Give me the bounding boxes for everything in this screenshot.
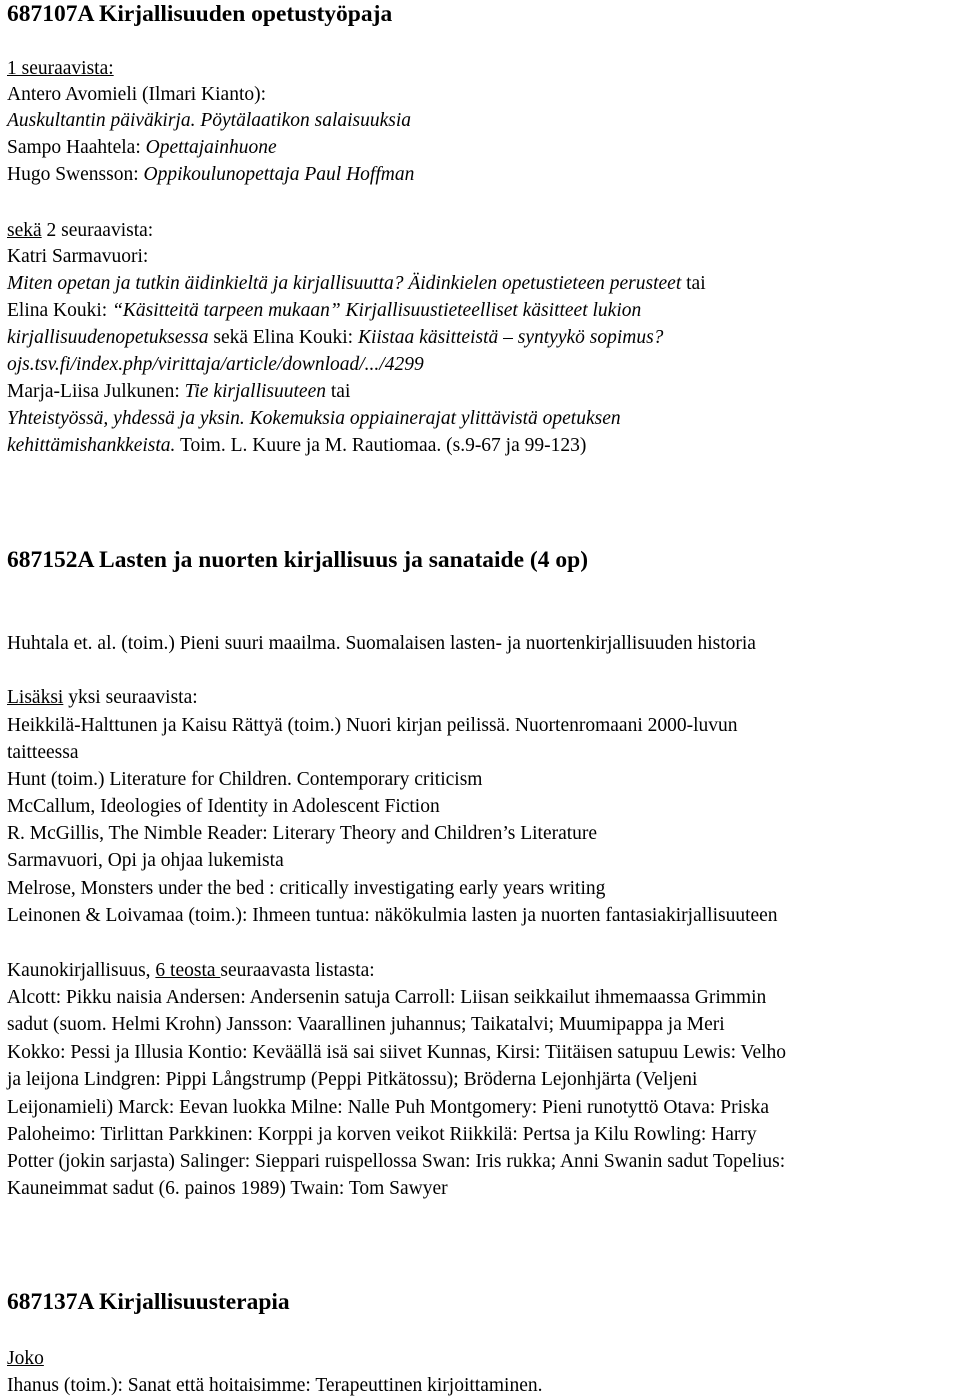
fiction-line: Kauneimmat sadut (6. painos 1989) Twain: Tom Sawyer — [7, 1178, 448, 1199]
reading-item: Yhteistyössä, yhdessä ja yksin. Kokemuksia oppiainerajat ylittävistä opetuksen — [7, 408, 621, 429]
list-item: Melrose, Monsters under the bed : critically investigating early years writing — [7, 878, 606, 899]
reading-item: Miten opetan ja tutkin äidinkieltä ja kirjallisuutta? Äidinkielen opetustieteen perusteet tai — [7, 273, 706, 294]
reading-item: Hugo Swensson: Oppikoulunopettaja Paul Hoffman — [7, 164, 415, 185]
reading-item: Elina Kouki: “Käsitteitä tarpeen mukaan” Kirjallisuustieteelliset käsitteet lukion — [7, 300, 642, 321]
fiction-line: Kokko: Pessi ja Illusia Kontio: Keväällä isä sai siivet Kunnas, Kirsi: Tiitäisen satupuu Lewis: Velho — [7, 1042, 787, 1063]
list-item: Heikkilä-Halttunen ja Kaisu Rättyä (toim.) Nuori kirjan peilissä. Nuortenromaani 2000-luvun — [7, 715, 738, 736]
fiction-line: Paloheimo: Tirlittan Parkkinen: Korppi ja korven veikot Riikkilä: Pertsa ja Kilu Rowling: Harry — [7, 1124, 757, 1145]
reading-group-1-intro — [7, 57, 114, 81]
reading-item: Auskultantin päiväkirja. Pöytälaatikon salaisuuksia — [7, 110, 412, 131]
fiction-line: ja leijona Lindgren: Pippi Långstrump (Peppi Pitkätossu); Bröderna Lejonhjärta (Veljeni — [7, 1069, 698, 1090]
fiction-line: sadut (suom. Helmi Krohn) Jansson: Vaarallinen juhannus; Taikatalvi; Muumipappa ja Meri — [7, 1014, 725, 1035]
therapy-intro: Joko — [7, 1348, 44, 1369]
group-1-intro-text: 1 seuraavista: — [7, 58, 114, 79]
list-item: R. McGillis, The Nimble Reader: Literary Theory and Children’s Literature — [7, 823, 598, 844]
reading-item: Katri Sarmavuori: — [7, 246, 149, 267]
list-item: Ihanus (toim.): Sanat että hoitaisimme: Terapeuttinen kirjoittaminen. — [7, 1375, 543, 1396]
reading-link: ojs.tsv.fi/index.php/virittaja/article/download/.../4299 — [7, 354, 424, 375]
section-3-heading: 687137A Kirjallisuusterapia — [7, 1289, 290, 1315]
fiction-line: Leijonamieli) Marck: Eevan luokka Milne: Nalle Puh Montgomery: Pieni runotyttö Otava: Priska — [7, 1097, 769, 1118]
reading-item: Antero Avomieli (Ilmari Kianto): — [7, 84, 267, 105]
list-item: Hunt (toim.) Literature for Children. Contemporary criticism — [7, 769, 483, 790]
reading-item: Marja-Liisa Julkunen: Tie kirjallisuuteen tai — [7, 381, 351, 402]
extra-reading-intro: Lisäksi yksi seuraavista: — [7, 687, 198, 708]
section-1-heading: 687107A Kirjallisuuden opetustyöpaja — [7, 1, 393, 27]
reading-item: kirjallisuudenopetuksessa sekä Elina Kouki: Kiistaa käsitteistä – syntyykö sopimus? — [7, 327, 664, 348]
reading-item: Sampo Haahtela: Opettajainhuone — [7, 137, 277, 158]
fiction-line: Potter (jokin sarjasta) Salinger: Sieppari ruispellossa Swan: Iris rukka; Anni Swanin sadut Topelius: — [7, 1151, 786, 1172]
reading-item: kehittämishankkeista. Toim. L. Kuure ja M. Rautiomaa. (s.9-67 ja 99-123) — [7, 435, 587, 456]
list-item: Leinonen & Loivamaa (toim.): Ihmeen tuntua: näkökulmia lasten ja nuorten fantasiakirjallisuuteen — [7, 905, 778, 926]
fiction-intro: Kaunokirjallisuus, 6 teosta seuraavasta listasta: — [7, 960, 375, 981]
section-2-heading: 687152A Lasten ja nuorten kirjallisuus ja sanataide (4 op) — [7, 547, 589, 573]
list-item: Sarmavuori, Opi ja ohjaa lukemista — [7, 850, 284, 871]
fiction-line: Alcott: Pikku naisia Andersen: Andersenin satuja Carroll: Liisan seikkailut ihmemaassa Grimmin — [7, 987, 767, 1008]
list-item: taitteessa — [7, 742, 79, 763]
list-item: McCallum, Ideologies of Identity in Adolescent Fiction — [7, 796, 440, 817]
reading-group-2-intro: sekä 2 seuraavista: — [7, 220, 154, 241]
main-book: Huhtala et. al. (toim.) Pieni suuri maailma. Suomalaisen lasten- ja nuortenkirjallisuuden historia — [7, 633, 756, 654]
